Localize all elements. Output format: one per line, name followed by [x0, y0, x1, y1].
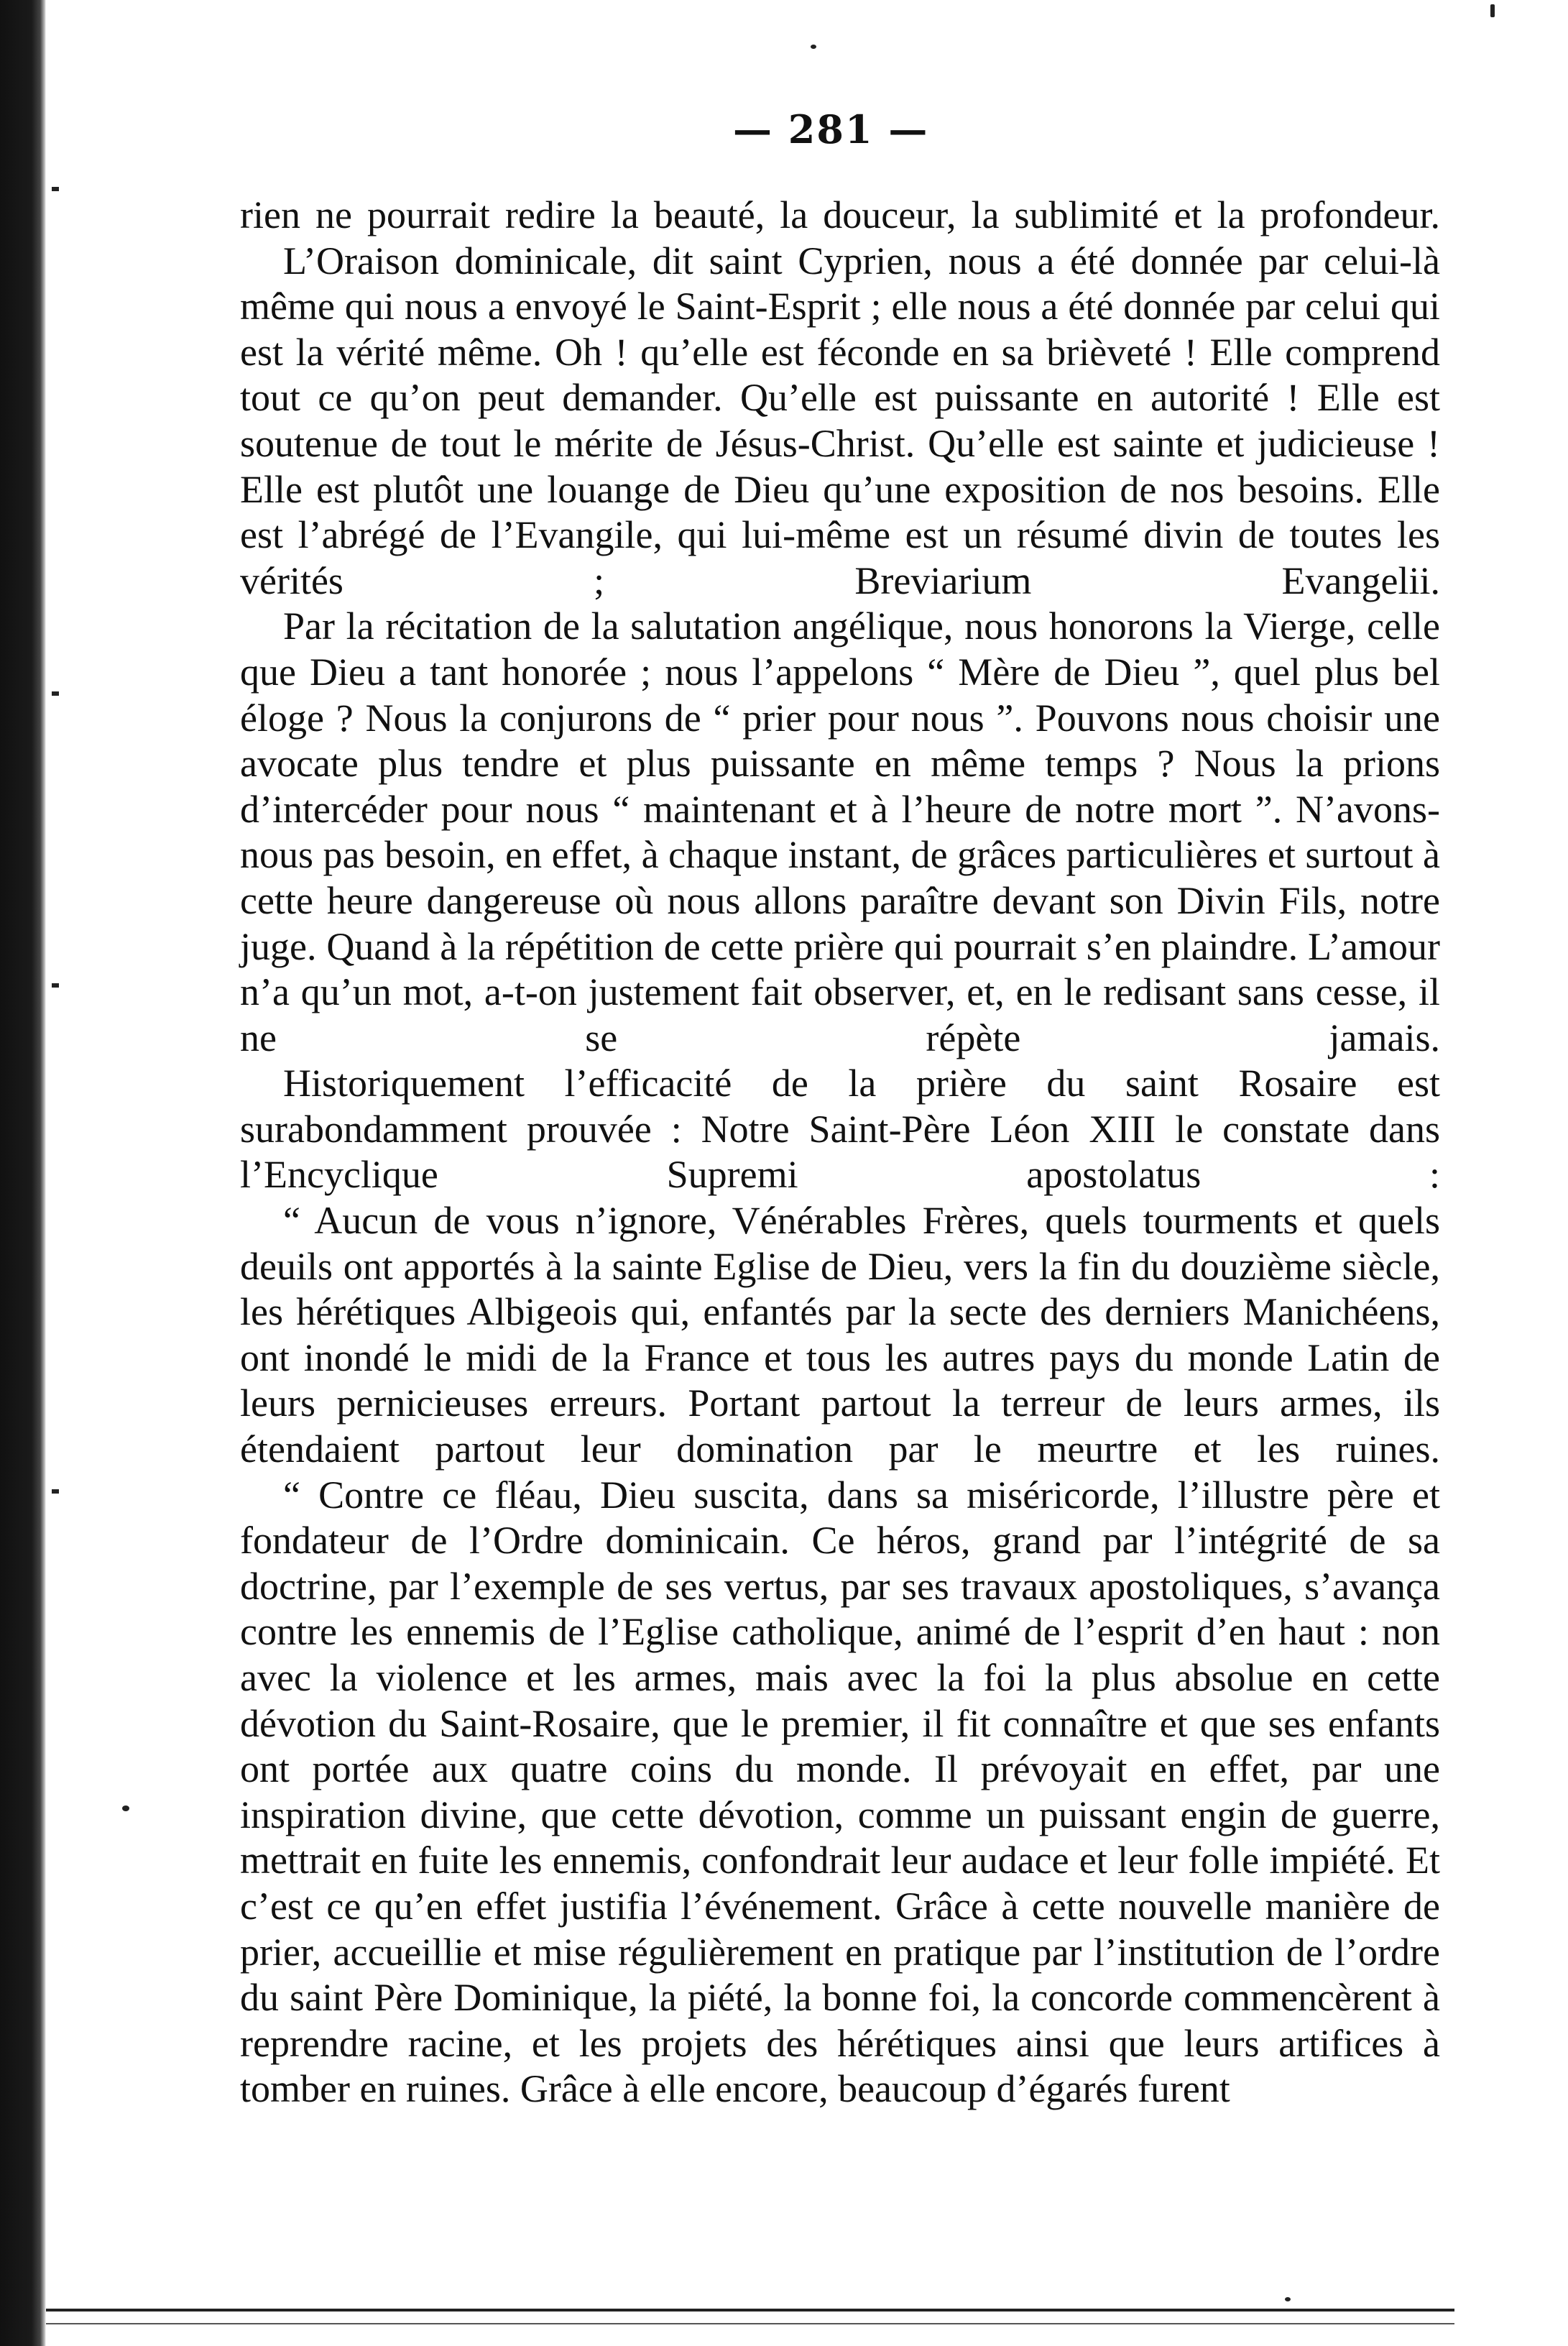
paragraph: Par la récitation de la salutation angélique, nous honorons la Vierge, celle que Dieu a tant honorée ; nous l’appelons “ Mère de Dieu ”, quel plus bel éloge ? Nous la conjurons de “ prier pour nous ”. Pouvons nous choisir une avocate plus tendre et plus puissante en même temps ? Nous la prions d’intercéder pour nous “ maintenant et à l’heure de notre mort ”. N’avons-nous pas besoin, en effet, à chaque instant, de grâces particulières et surtout à cette heure dangereuse où nous allons paraître devant son Divin Fils, notre juge. Quand à la répétition de cette prière qui pourrait s’en plaindre. L’amour n’a qu’un mot, a-t-on justement fait observer, et, en le redisant sans cesse, il ne se répète jamais. [240, 604, 1440, 1059]
scan-mark [52, 691, 59, 696]
scan-speck [1490, 4, 1495, 17]
scan-speck [1285, 2297, 1291, 2301]
scan-mark [52, 187, 59, 191]
paragraph: “ Contre ce fléau, Dieu suscita, dans sa miséricorde, l’illustre père et fondateur de l’Ordre dominicain. Ce héros, grand par l’intégrité de sa doctrine, par l’exemple de ses vertus, par ses travaux apostoliques, s’avança contre les ennemis de l’Eglise catholique, animé de l’esprit d’en haut : non avec la violence et les armes, mais avec la foi la plus absolue en cette dévotion du Saint-Rosaire, que le premier, il fit connaître et que ses enfants ont portée aux quatre coins du monde. Il prévoyait en effet, par une inspiration divine, que cette dévotion, comme un puissant engin de guerre, mettrait en fuite les ennemis, confondrait leur audace et leur folle impiété. Et c’est ce qu’en effet justifia l’événement. Grâce à cette nouvelle manière de prier, accueillie et mise régulièrement en pratique par l’institution de l’ordre du saint Père Dominique, la piété, la bonne foi, la concorde commencèrent à reprendre racine, et les projets des hérétiques ainsi que leurs artifices à tomber en ruines. Grâce à elle encore, beaucoup d’égarés furent [240, 1473, 1440, 2111]
paragraph: “ Aucun de vous n’ignore, Vénérables Frères, quels tourments et quels deuils ont apportés à la sainte Eglise de Dieu, vers la fin du douzième siècle, les hérétiques Albigeois qui, enfantés par la secte des derniers Manichéens, ont inondé le midi de la France et tous les autres pays du monde Latin de leurs pernicieuses erreurs. Portant partout la terreur de leurs armes, ils étendaient partout leur domination par le meurtre et les ruines. [240, 1199, 1440, 1471]
scan-mark [52, 1489, 59, 1494]
bottom-rule [46, 2309, 1454, 2312]
paragraph: rien ne pourrait redire la beauté, la douceur, la sublimité et la profondeur. [240, 193, 1440, 236]
body-text [240, 193, 1440, 2112]
scan-mark [52, 983, 59, 988]
page-number: — 281 — [733, 106, 929, 152]
bottom-rule-thin [46, 2323, 1454, 2324]
binding-edge [0, 0, 46, 2346]
paragraph: Historiquement l’efficacité de la prière du saint Rosaire est surabondamment prouvée : Notre Saint-Père Léon XIII le constate dans l’Encyclique Supremi apostolatus : [240, 1062, 1440, 1197]
scan-speck [811, 45, 816, 49]
scan-speck [122, 1806, 129, 1811]
paragraph: L’Oraison dominicale, dit saint Cyprien, nous a été donnée par celui-là même qui nous a envoyé le Saint-Esprit ; elle nous a été donnée par celui qui est la vérité même. Oh ! qu’elle est féconde en sa brièveté ! Elle comprend tout ce qu’on peut demander. Qu’elle est puissante en autorité ! Elle est soutenue de tout le mérite de Jésus-Christ. Qu’elle est sainte et judicieuse ! Elle est plutôt une louange de Dieu qu’une exposition de nos besoins. Elle est l’abrégé de l’Evangile, qui lui-même est un résumé divin de toutes les vérités ; Breviarium Evangelii. [240, 239, 1440, 602]
